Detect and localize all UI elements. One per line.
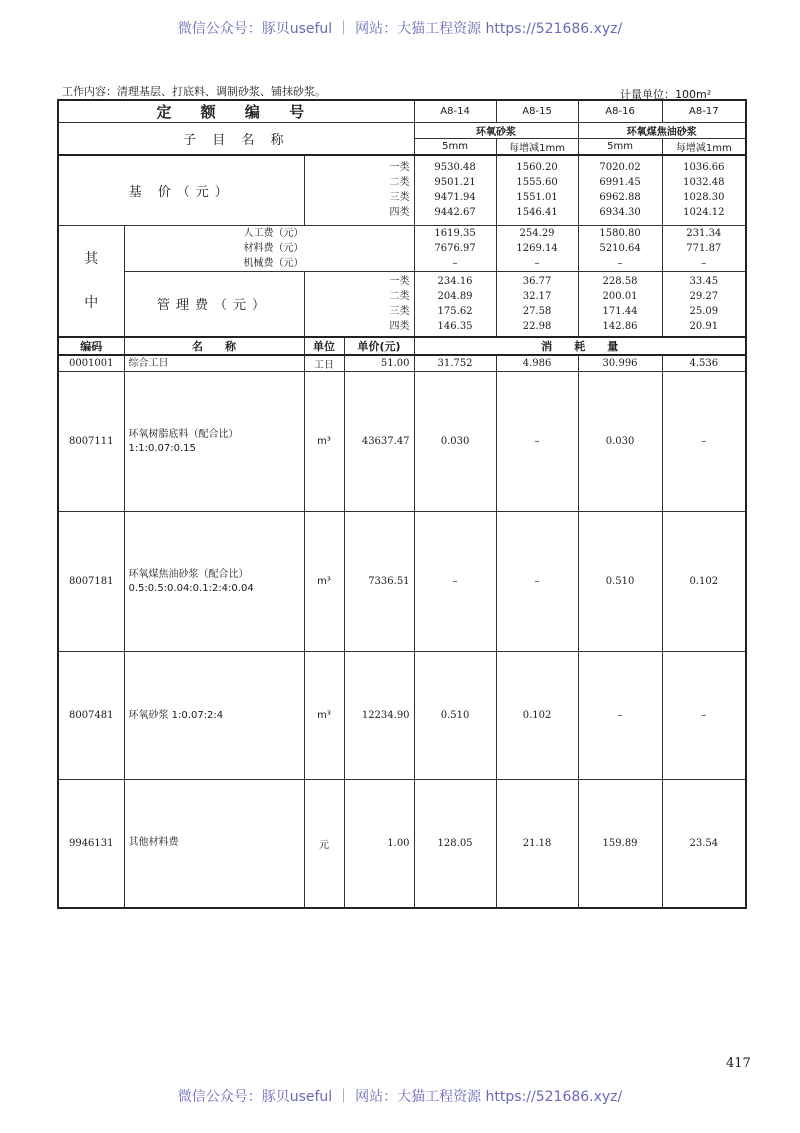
watermark-bottom: 微信公众号：豚贝useful ｜ 网站：大猫工程资源 https://521686.xyz/: [177, 1089, 623, 1105]
mgmt-col: [578, 271, 662, 337]
mgmt-col: [414, 271, 496, 337]
item-qty: 0.030: [414, 372, 496, 512]
item-unit: m³: [304, 652, 344, 780]
sub-col: 每增减1mm: [496, 139, 578, 156]
item-qty: 30.996: [578, 355, 662, 372]
mgmt-value: 171.44: [602, 305, 638, 317]
labor-value: 1580.80: [599, 227, 641, 239]
mgmt-col: [496, 271, 578, 337]
base-price-label: [58, 155, 304, 225]
cost-col: [414, 225, 496, 271]
item-unit: m³: [304, 372, 344, 512]
item-qty: 128.05: [414, 780, 496, 908]
base-price-value: 1555.60: [516, 177, 558, 189]
labor-value: 254.29: [519, 227, 555, 239]
material-value: 771.87: [686, 242, 722, 254]
mgmt-value: 33.45: [689, 275, 719, 287]
mgmt-col: [662, 271, 746, 337]
item-code: 0001001: [58, 355, 124, 372]
mgmt-value: 29.27: [689, 290, 719, 302]
mgmt-value: 22.98: [522, 320, 552, 332]
base-price-col: [662, 155, 746, 225]
col-unit-header: 单位: [304, 337, 344, 355]
item-qty: –: [414, 512, 496, 652]
item-qty: 4.536: [662, 355, 746, 372]
mgmt-value: 200.01: [602, 290, 638, 302]
mgmt-value: 142.86: [602, 320, 638, 332]
watermark-top: 微信公众号：豚贝useful ｜ 网站：大猫工程资源 https://521686.xyz/: [177, 21, 623, 37]
base-price-value: 9530.48: [434, 162, 476, 174]
item-qty: 0.102: [496, 652, 578, 780]
material-value: 1269.14: [516, 242, 558, 254]
cost-labels: [124, 225, 414, 271]
machine-value: –: [452, 257, 458, 269]
item-code: 8007111: [58, 372, 124, 512]
quota-code: A8-14: [414, 100, 496, 123]
class-label: 一类: [389, 275, 410, 287]
base-price-value: 1551.01: [516, 192, 558, 204]
base-price-value: 9501.21: [434, 177, 476, 189]
mgmt-class-labels: [304, 271, 414, 337]
labor-value: 231.34: [686, 227, 722, 239]
item-name: 环氧砂浆 1:0.07:2:4: [124, 652, 304, 780]
cost-col: [578, 225, 662, 271]
quota-table: [57, 99, 747, 909]
sub-col: 每增减1mm: [662, 139, 746, 156]
item-price: 43637.47: [344, 372, 414, 512]
labor-label: 人工费（元）: [243, 227, 304, 239]
base-price-col: [496, 155, 578, 225]
item-qty: 0.102: [662, 512, 746, 652]
item-qty: 31.752: [414, 355, 496, 372]
item-qty: –: [496, 512, 578, 652]
base-price-value: 1036.66: [683, 162, 725, 174]
material-value: 5210.64: [599, 242, 641, 254]
item-qty: –: [662, 652, 746, 780]
item-name: 环氧树脂底料（配合比）1:1:0.07:0.15: [124, 372, 304, 512]
item-name: 综合工日: [124, 355, 304, 372]
work-content: 工作内容：清理基层、打底料、调制砂浆、铺抹砂浆。: [62, 85, 326, 98]
base-price-value: 6934.30: [599, 207, 641, 219]
item-qty: –: [662, 372, 746, 512]
item-code: 8007181: [58, 512, 124, 652]
table-row: [58, 372, 746, 512]
base-price-col: [578, 155, 662, 225]
item-qty: 0.510: [578, 512, 662, 652]
item-unit: 元: [304, 780, 344, 908]
base-price-value: 9442.67: [434, 207, 476, 219]
base-price-value: 6962.88: [599, 192, 641, 204]
qizhong-char: 其: [84, 250, 99, 267]
sub-col: 5mm: [578, 139, 662, 156]
col-consume-header: 消 耗 量: [414, 337, 746, 355]
mgmt-value: 204.89: [437, 290, 473, 302]
col-price-header: 单价(元): [344, 337, 414, 355]
class-label: 一类: [389, 162, 410, 174]
qizhong-label: [58, 225, 124, 337]
quota-code: A8-16: [578, 100, 662, 123]
cost-col: [662, 225, 746, 271]
material-value: 7676.97: [434, 242, 476, 254]
mgmt-label: [124, 271, 304, 337]
base-price-value: 1028.30: [683, 192, 725, 204]
material-label: 材料费（元）: [243, 242, 304, 254]
item-price: 51.00: [344, 355, 414, 372]
col-name-header: 名 称: [124, 337, 304, 355]
class-label: 二类: [389, 177, 410, 189]
item-unit: m³: [304, 512, 344, 652]
class-label: 四类: [389, 207, 410, 219]
mgmt-value: 36.77: [522, 275, 552, 287]
mgmt-value: 25.09: [689, 305, 719, 317]
col-code-header: 编码: [58, 337, 124, 355]
class-label: 三类: [389, 192, 410, 204]
item-qty: 0.030: [578, 372, 662, 512]
mgmt-value: 20.91: [689, 320, 719, 332]
quota-code-label: 定 额 编 号: [58, 100, 414, 123]
item-name: 环氧煤焦油砂浆（配合比）0.5:0.5:0.04:0.1:2:4:0.04: [124, 512, 304, 652]
machine-value: –: [701, 257, 707, 269]
base-price-value: 7020.02: [599, 162, 641, 174]
sub-col: 5mm: [414, 139, 496, 156]
class-label: 三类: [389, 305, 410, 317]
base-price-value: 1560.20: [516, 162, 558, 174]
group-epoxy-coal-tar-mortar: 环氧煤焦油砂浆: [578, 123, 746, 139]
class-labels: [304, 155, 414, 225]
mgmt-text: 管理费（元）: [156, 298, 271, 314]
item-price: 12234.90: [344, 652, 414, 780]
machine-value: –: [617, 257, 623, 269]
mgmt-value: 175.62: [437, 305, 473, 317]
mgmt-value: 27.58: [522, 305, 552, 317]
labor-value: 1619.35: [434, 227, 476, 239]
mgmt-value: 146.35: [437, 320, 473, 332]
subitem-label: 子 目 名 称: [58, 123, 414, 156]
item-qty: –: [496, 372, 578, 512]
base-price-text: 基 价（元）: [128, 184, 234, 200]
item-unit: 工日: [304, 355, 344, 372]
base-price-value: 1546.41: [516, 207, 558, 219]
mgmt-value: 234.16: [437, 275, 473, 287]
machine-label: 机械费（元）: [243, 257, 304, 269]
group-epoxy-mortar: 环氧砂浆: [414, 123, 578, 139]
item-qty: 159.89: [578, 780, 662, 908]
measure-unit: 计量单位：100m²: [620, 88, 712, 101]
item-code: 8007481: [58, 652, 124, 780]
class-label: 二类: [389, 290, 410, 302]
item-qty: 23.54: [662, 780, 746, 908]
item-qty: 0.510: [414, 652, 496, 780]
base-price-value: 6991.45: [599, 177, 641, 189]
item-code: 9946131: [58, 780, 124, 908]
table-row: [58, 355, 746, 372]
table-row: [58, 780, 746, 908]
item-price: 1.00: [344, 780, 414, 908]
base-price-value: 9471.94: [434, 192, 476, 204]
item-qty: 21.18: [496, 780, 578, 908]
base-price-col: [414, 155, 496, 225]
table-row: [58, 652, 746, 780]
mgmt-value: 228.58: [602, 275, 638, 287]
item-price: 7336.51: [344, 512, 414, 652]
quota-code: A8-17: [662, 100, 746, 123]
item-qty: –: [578, 652, 662, 780]
quota-code: A8-15: [496, 100, 578, 123]
base-price-value: 1024.12: [683, 207, 725, 219]
item-qty: 4.986: [496, 355, 578, 372]
cost-col: [496, 225, 578, 271]
mgmt-value: 32.17: [522, 290, 552, 302]
page-number: 417: [726, 1056, 751, 1071]
qizhong-char: 中: [84, 294, 99, 311]
table-row: [58, 512, 746, 652]
item-name: 其他材料费: [124, 780, 304, 908]
machine-value: –: [534, 257, 540, 269]
class-label: 四类: [389, 320, 410, 332]
base-price-value: 1032.48: [683, 177, 725, 189]
